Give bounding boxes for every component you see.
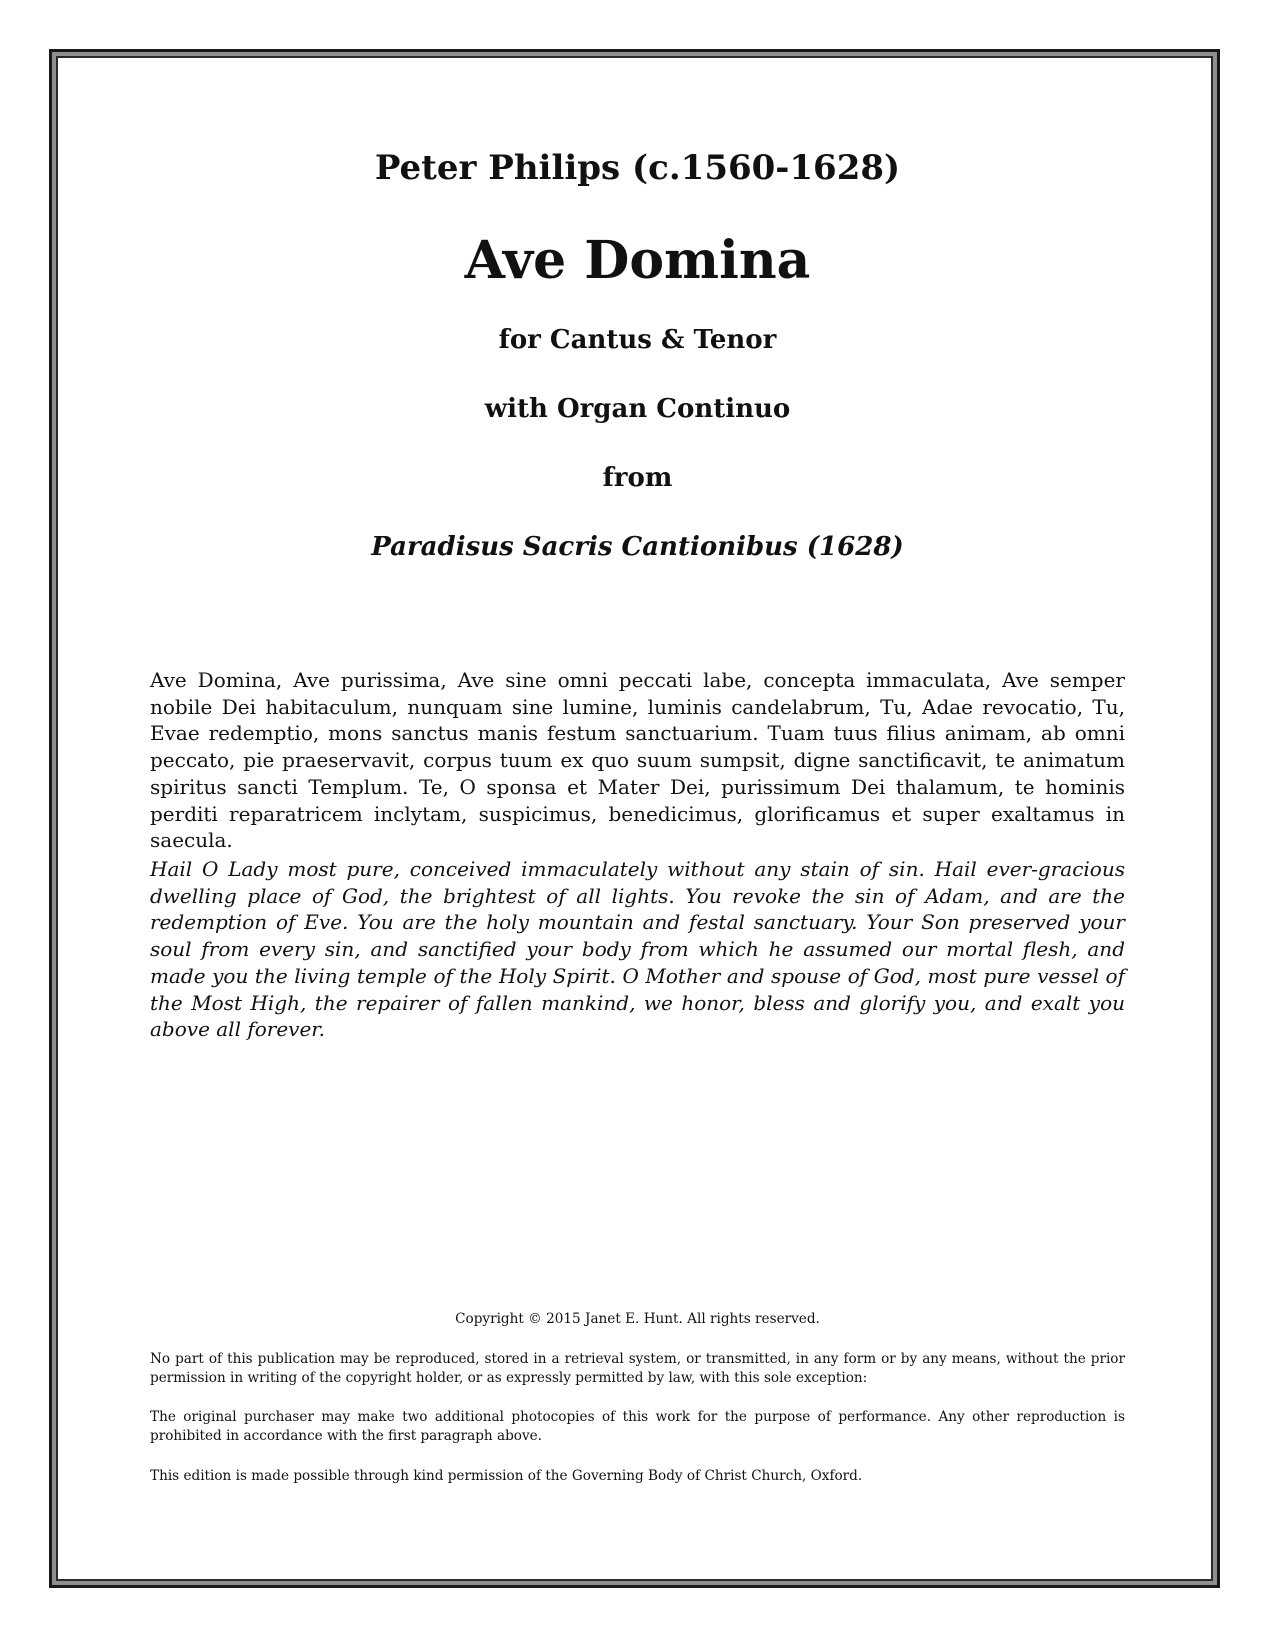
source-collection: Paradisus Sacris Cantionibus (1628) <box>371 532 904 562</box>
latin-text: Ave Domina, Ave purissima, Ave sine omni peccati labe, concepta immaculata, Ave semper nobile Dei habitaculum, nunquam sine lumine, luminis candelabrum, Tu, Adae revocatio, Tu, Evae redemptio, mons sanctus manis festum sanctuarium. Tuam tuus filius animam, ab omni peccato, pie praeservavit, corpus tuum ex quo suum sumpsit, digne sanctificavit, te animatum spiritus sancti Templum. Te, O sponsa et Mater Dei, purissimum Dei thalamum, te hominis perditi reparatricem inclytam, suspicimus, benedicimus, glorificamus et super exaltamus in saecula. <box>150 668 1125 853</box>
copyright-line: Copyright © 2015 Janet E. Hunt. All rights reserved. <box>455 1311 820 1327</box>
composer: Peter Philips (c.1560-1628) <box>374 148 901 188</box>
piece-title: Ave Domina <box>464 230 811 291</box>
english-translation: Hail O Lady most pure, conceived immaculately without any stain of sin. Hail ever-gracious dwelling place of God, the brightest of all lights. You revoke the sin of Adam, and are the redemption of Eve. You are the holy mountain and festal sanctuary. Your Son preserved your soul from every sin, and sanctified your body from which he assumed our mortal flesh, and made you the living temple of the Holy Spirit. O Mother and spouse of God, most pure vessel of the Most High, the repairer of fallen mankind, we honor, bless and glorify you, and exalt you above all forever. <box>150 857 1125 1042</box>
photocopy-exception: The original purchaser may make two additional photocopies of this work for the purpose of performance. Any other reproduction is prohibited in accordance with the first paragraph above. <box>150 1409 1125 1444</box>
permission-credit: This edition is made possible through kind permission of the Governing Body of Christ Church, Oxford. <box>150 1468 863 1484</box>
reproduction-notice: No part of this publication may be reproduced, stored in a retrieval system, or transmitted, in any form or by any means, without the prior permission in writing of the copyright holder, or as expressly permitted by law, with this sole exception: <box>150 1351 1125 1386</box>
voicing: for Cantus & Tenor <box>498 325 777 355</box>
from-label: from <box>602 463 673 493</box>
continuo-line: with Organ Continuo <box>484 394 791 424</box>
